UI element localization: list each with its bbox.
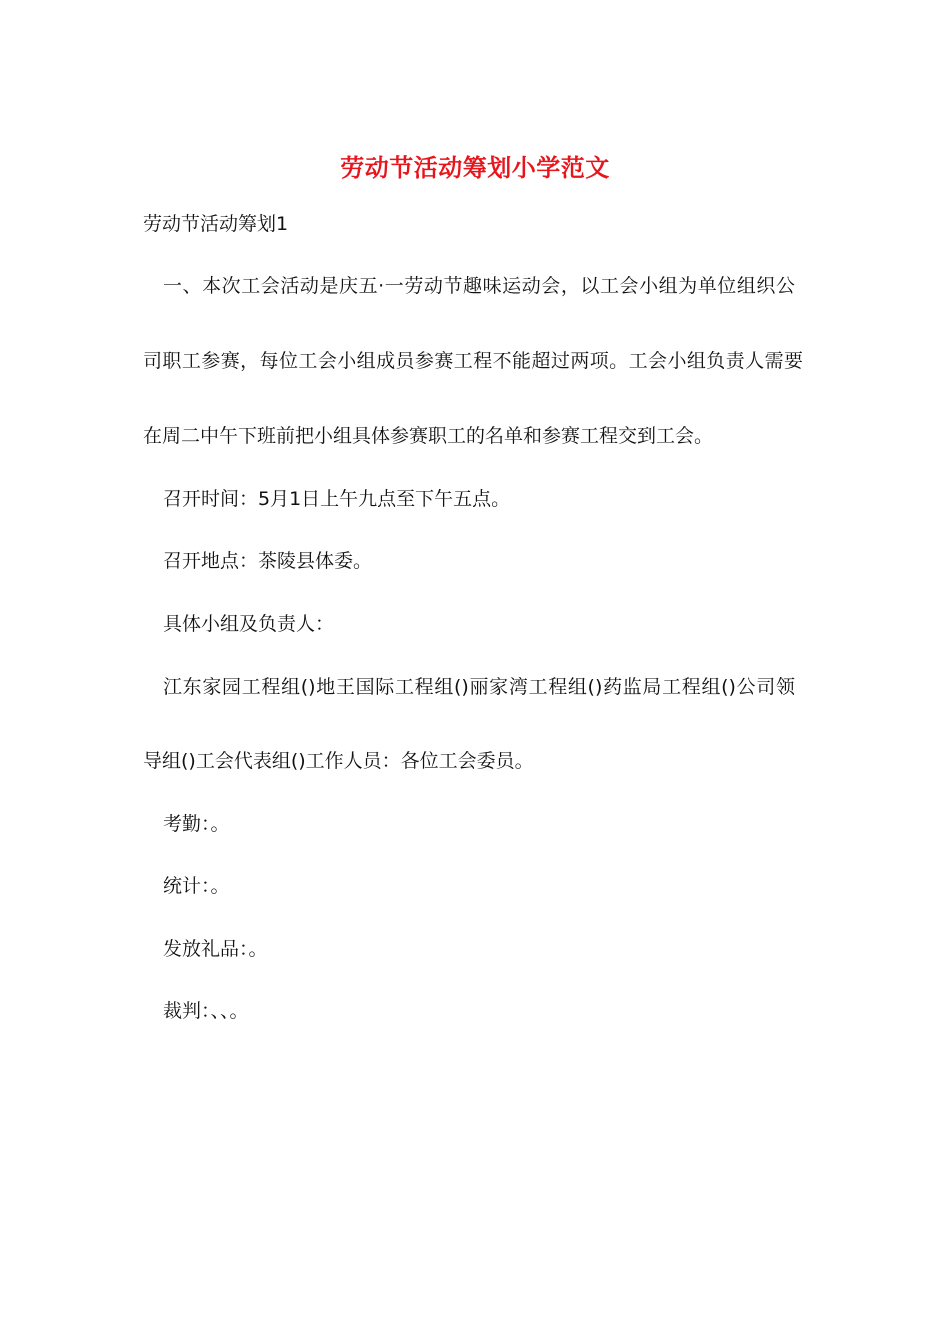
- statistics-line: 统计：。: [163, 875, 230, 897]
- gifts-line: 发放礼品：。: [163, 938, 268, 960]
- meeting-location: 召开地点：茶陵县体委。: [163, 550, 373, 572]
- meeting-time: 召开时间：5月1日上午九点至下午五点。: [163, 488, 511, 510]
- paragraph-line-3: 在周二中午下班前把小组具体参赛职工的名单和参赛工程交到工会。: [143, 425, 714, 447]
- groups-line-1: 江东家园工程组()地王国际工程组()丽家湾工程组()药监局工程组()公司领: [163, 676, 795, 698]
- groups-line-2: 导组()工会代表组()工作人员：各位工会委员。: [143, 750, 534, 772]
- groups-heading: 具体小组及负责人：: [163, 613, 335, 635]
- section-heading: 劳动节活动筹划1: [143, 213, 289, 235]
- paragraph-line-2: 司职工参赛，每位工会小组成员参赛工程不能超过两项。工会小组负责人需要: [143, 350, 803, 372]
- document-title: 劳动节活动筹划小学范文: [340, 153, 610, 182]
- paragraph-line-1: 一、本次工会活动是庆五·一劳动节趣味运动会，以工会小组为单位组织公: [163, 275, 795, 297]
- attendance-line: 考勤：。: [163, 813, 230, 835]
- referee-line: 裁判：、、。: [163, 1000, 249, 1022]
